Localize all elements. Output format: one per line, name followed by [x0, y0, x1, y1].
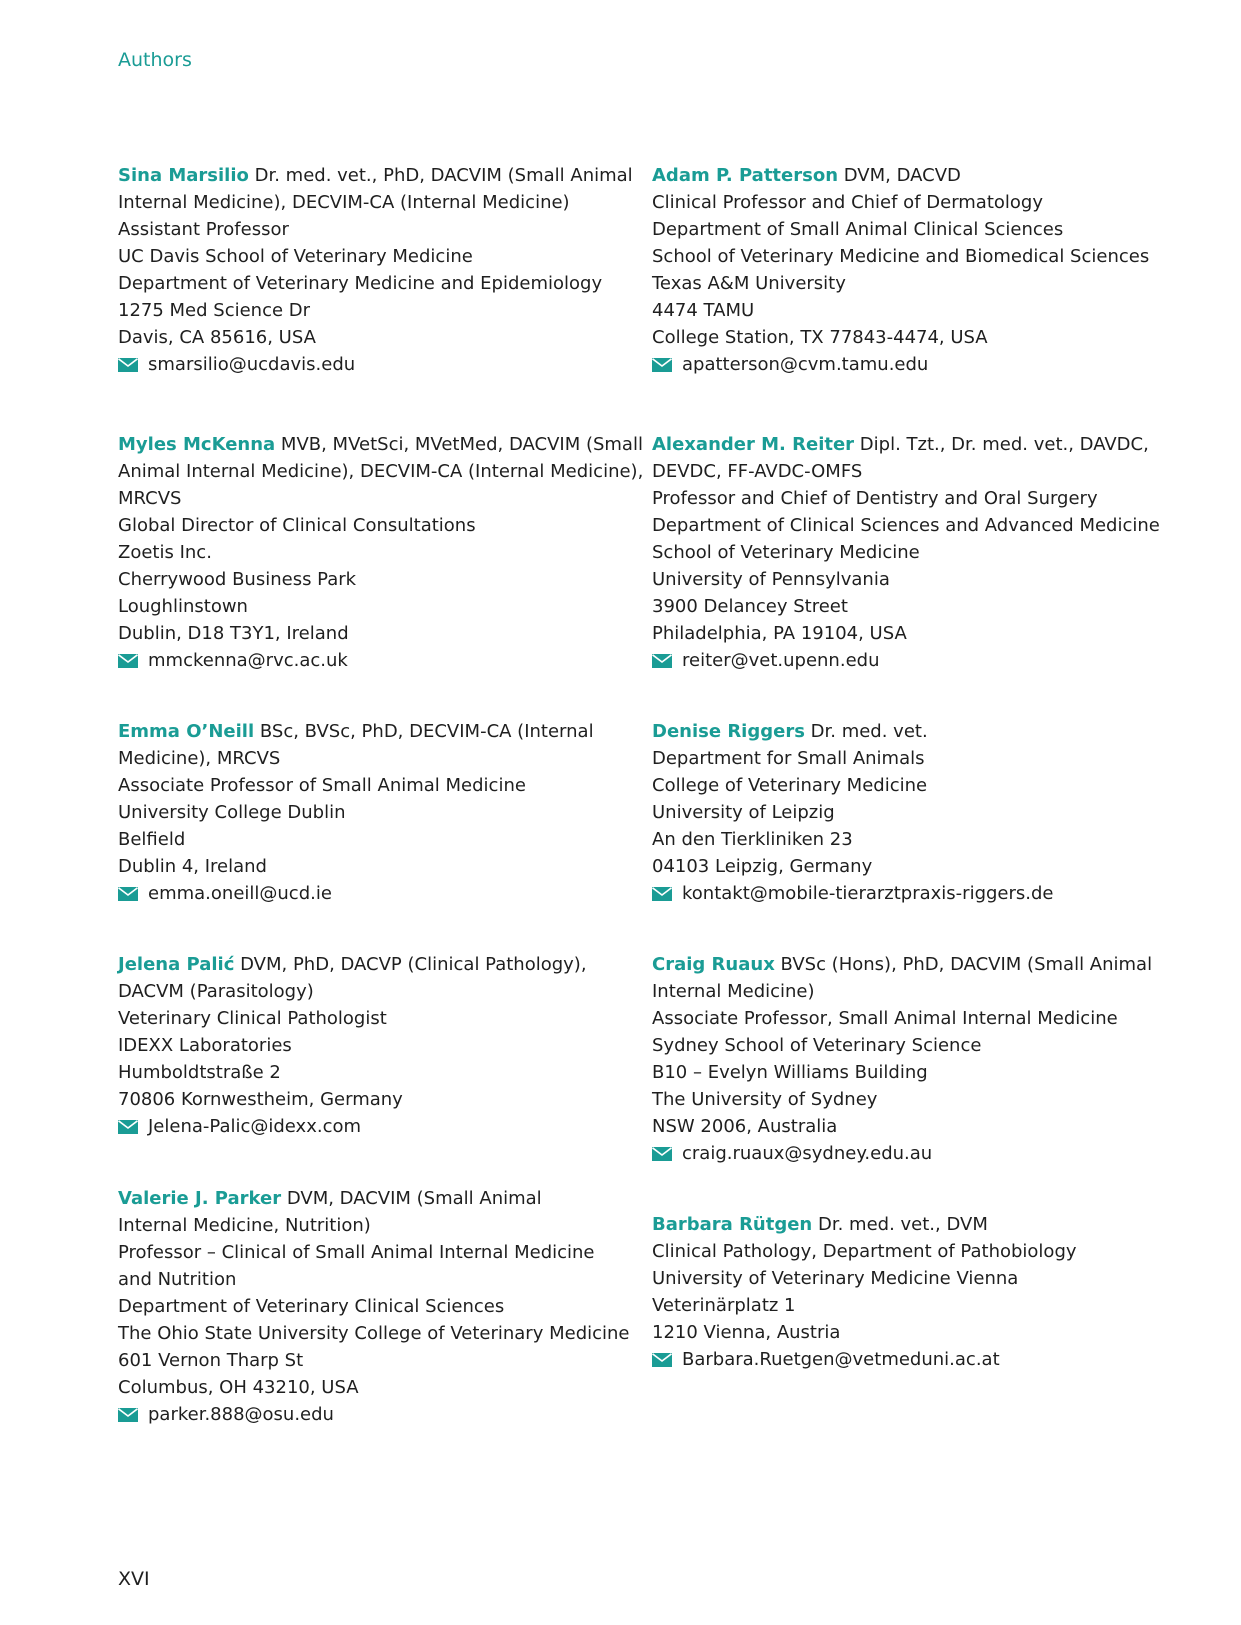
affiliation-line: Associate Professor of Small Animal Medicine	[118, 775, 526, 796]
author-credentials: BSc, BVSc, PhD, DECVIM-CA (Internal	[254, 721, 594, 742]
affiliation-line: DACVM (Parasitology)	[118, 981, 314, 1002]
author-name: Emma O’Neill	[118, 721, 255, 742]
envelope-icon	[652, 887, 672, 901]
affiliation-line: and Nutrition	[118, 1269, 237, 1290]
affiliation-line: An den Tierkliniken 23	[652, 829, 853, 850]
author-entry	[118, 162, 638, 378]
affiliation-line: Dublin 4, Ireland	[118, 856, 267, 877]
email-row	[652, 647, 1172, 674]
envelope-icon	[118, 358, 138, 372]
affiliation-line: College of Veterinary Medicine	[652, 775, 928, 796]
author-entry	[652, 718, 1172, 907]
envelope-icon	[118, 887, 138, 901]
affiliation-line: IDEXX Laboratories	[118, 1035, 292, 1056]
email-row	[118, 647, 638, 674]
affiliation-line: 1210 Vienna, Austria	[652, 1322, 841, 1343]
email-link[interactable]: parker.888@osu.edu	[148, 1404, 334, 1425]
author-credentials: DVM, DACVD	[838, 165, 961, 186]
affiliation-line: Internal Medicine), DECVIM-CA (Internal Medicine)	[118, 192, 570, 213]
email-link[interactable]: reiter@vet.upenn.edu	[682, 650, 880, 671]
affiliation-line: Animal Internal Medicine), DECVIM-CA (Internal Medicine),	[118, 461, 644, 482]
author-entry	[652, 951, 1172, 1167]
envelope-icon	[652, 1147, 672, 1161]
affiliation-line: Associate Professor, Small Animal Internal Medicine	[652, 1008, 1118, 1029]
email-link[interactable]: kontakt@mobile-tierarztpraxis-riggers.de	[682, 883, 1054, 904]
affiliation-line: University College Dublin	[118, 802, 346, 823]
affiliation-line: Department of Small Animal Clinical Sciences	[652, 219, 1064, 240]
page-title: Authors	[118, 49, 192, 71]
affiliation-line: 4474 TAMU	[652, 300, 755, 321]
affiliation-line: Clinical Pathology, Department of Pathobiology	[652, 1241, 1077, 1262]
affiliation-line: Internal Medicine, Nutrition)	[118, 1215, 371, 1236]
page-number: XVI	[118, 1568, 150, 1590]
email-row	[118, 880, 638, 907]
envelope-icon	[118, 1408, 138, 1422]
author-entry	[118, 718, 638, 907]
author-name: Valerie J. Parker	[118, 1188, 282, 1209]
affiliation-line: University of Pennsylvania	[652, 569, 890, 590]
affiliation-line: 601 Vernon Tharp St	[118, 1350, 304, 1371]
envelope-icon	[118, 654, 138, 668]
author-credentials: MVB, MVetSci, MVetMed, DACVIM (Small	[275, 434, 643, 455]
affiliation-line: Loughlinstown	[118, 596, 248, 617]
affiliation-line: University of Leipzig	[652, 802, 835, 823]
author-entry	[652, 431, 1172, 674]
affiliation-line: The Ohio State University College of Veterinary Medicine	[118, 1323, 630, 1344]
affiliation-line: Philadelphia, PA 19104, USA	[652, 623, 907, 644]
author-name: Denise Riggers	[652, 721, 805, 742]
email-link[interactable]: emma.oneill@ucd.ie	[148, 883, 332, 904]
affiliation-line: Veterinary Clinical Pathologist	[118, 1008, 387, 1029]
affiliation-line: Department of Veterinary Clinical Sciences	[118, 1296, 505, 1317]
email-link[interactable]: craig.ruaux@sydney.edu.au	[682, 1143, 933, 1164]
author-entry	[118, 1185, 638, 1428]
affiliation-line: University of Veterinary Medicine Vienna	[652, 1268, 1019, 1289]
affiliation-line: B10 – Evelyn Williams Building	[652, 1062, 928, 1083]
affiliation-line: 1275 Med Science Dr	[118, 300, 311, 321]
author-name-line	[652, 1211, 1172, 1238]
email-row	[652, 1140, 1172, 1167]
envelope-icon	[652, 1353, 672, 1367]
affiliation-line: Global Director of Clinical Consultations	[118, 515, 476, 536]
author-name-line	[652, 718, 1172, 745]
author-name-line	[652, 162, 1172, 189]
affiliation-line: Humboldtstraße 2	[118, 1062, 281, 1083]
author-name-line	[118, 718, 638, 745]
author-name: Sina Marsilio	[118, 165, 249, 186]
author-name: Barbara Rütgen	[652, 1214, 813, 1235]
author-entry	[652, 162, 1172, 378]
author-name-line	[118, 431, 643, 458]
author-entry	[652, 1211, 1172, 1373]
affiliation-line: Veterinärplatz 1	[652, 1295, 796, 1316]
affiliation-line: NSW 2006, Australia	[652, 1116, 838, 1137]
affiliation-line: School of Veterinary Medicine and Biomedical Sciences	[652, 246, 1150, 267]
author-name: Myles McKenna	[118, 434, 276, 455]
affiliation-line: Belfield	[118, 829, 186, 850]
affiliation-line: Sydney School of Veterinary Science	[652, 1035, 982, 1056]
email-link[interactable]: apatterson@cvm.tamu.edu	[682, 354, 929, 375]
email-row	[652, 880, 1172, 907]
affiliation-line: 3900 Delancey Street	[652, 596, 848, 617]
affiliation-line: 70806 Kornwestheim, Germany	[118, 1089, 403, 1110]
affiliation-line: MRCVS	[118, 488, 182, 509]
affiliation-line: The University of Sydney	[652, 1089, 878, 1110]
email-link[interactable]: Jelena-Palic@idexx.com	[148, 1116, 362, 1137]
affiliation-line: Cherrywood Business Park	[118, 569, 357, 590]
email-row	[652, 351, 1172, 378]
affiliation-line: 04103 Leipzig, Germany	[652, 856, 873, 877]
envelope-icon	[652, 654, 672, 668]
affiliation-line: Professor and Chief of Dentistry and Oral Surgery	[652, 488, 1098, 509]
affiliation-line: Columbus, OH 43210, USA	[118, 1377, 359, 1398]
author-credentials: Dipl. Tzt., Dr. med. vet., DAVDC,	[854, 434, 1149, 455]
affiliation-line: Davis, CA 85616, USA	[118, 327, 316, 348]
affiliation-line: School of Veterinary Medicine	[652, 542, 920, 563]
email-link[interactable]: mmckenna@rvc.ac.uk	[148, 650, 348, 671]
author-name-line	[118, 162, 638, 189]
affiliation-line: Department for Small Animals	[652, 748, 925, 769]
email-row	[652, 1346, 1172, 1373]
affiliation-line: UC Davis School of Veterinary Medicine	[118, 246, 473, 267]
email-link[interactable]: Barbara.Ruetgen@vetmeduni.ac.at	[682, 1349, 1000, 1370]
affiliation-line: Assistant Professor	[118, 219, 289, 240]
author-name-line	[118, 1185, 638, 1212]
affiliation-line: Clinical Professor and Chief of Dermatology	[652, 192, 1043, 213]
author-credentials: DVM, PhD, DACVP (Clinical Pathology),	[234, 954, 587, 975]
author-credentials: Dr. med. vet., PhD, DACVIM (Small Animal	[248, 165, 633, 186]
affiliation-line: Texas A&M University	[652, 273, 846, 294]
affiliation-line: Department of Clinical Sciences and Advanced Medicine	[652, 515, 1160, 536]
author-name: Jelena Palić	[118, 954, 235, 975]
affiliation-line: Zoetis Inc.	[118, 542, 212, 563]
affiliation-line: Internal Medicine)	[652, 981, 815, 1002]
author-name: Alexander M. Reiter	[652, 434, 855, 455]
author-entry	[118, 951, 638, 1140]
author-entry	[118, 431, 644, 674]
affiliation-line: College Station, TX 77843-4474, USA	[652, 327, 988, 348]
affiliation-line: Department of Veterinary Medicine and Epidemiology	[118, 273, 603, 294]
affiliation-line: Professor – Clinical of Small Animal Internal Medicine	[118, 1242, 595, 1263]
email-row	[118, 1113, 638, 1140]
email-row	[118, 1401, 638, 1428]
email-link[interactable]: smarsilio@ucdavis.edu	[148, 354, 356, 375]
author-name-line	[118, 951, 638, 978]
author-name: Adam P. Patterson	[652, 165, 839, 186]
affiliation-line: DEVDC, FF-AVDC-OMFS	[652, 461, 863, 482]
envelope-icon	[652, 358, 672, 372]
affiliation-line: Medicine), MRCVS	[118, 748, 281, 769]
email-row	[118, 351, 638, 378]
author-name-line	[652, 951, 1172, 978]
author-credentials: Dr. med. vet.	[804, 721, 928, 742]
author-name: Craig Ruaux	[652, 954, 775, 975]
author-credentials: Dr. med. vet., DVM	[812, 1214, 988, 1235]
affiliation-line: Dublin, D18 T3Y1, Ireland	[118, 623, 349, 644]
author-credentials: BVSc (Hons), PhD, DACVIM (Small Animal	[774, 954, 1153, 975]
envelope-icon	[118, 1120, 138, 1134]
author-credentials: DVM, DACVIM (Small Animal	[281, 1188, 542, 1209]
author-name-line	[652, 431, 1172, 458]
